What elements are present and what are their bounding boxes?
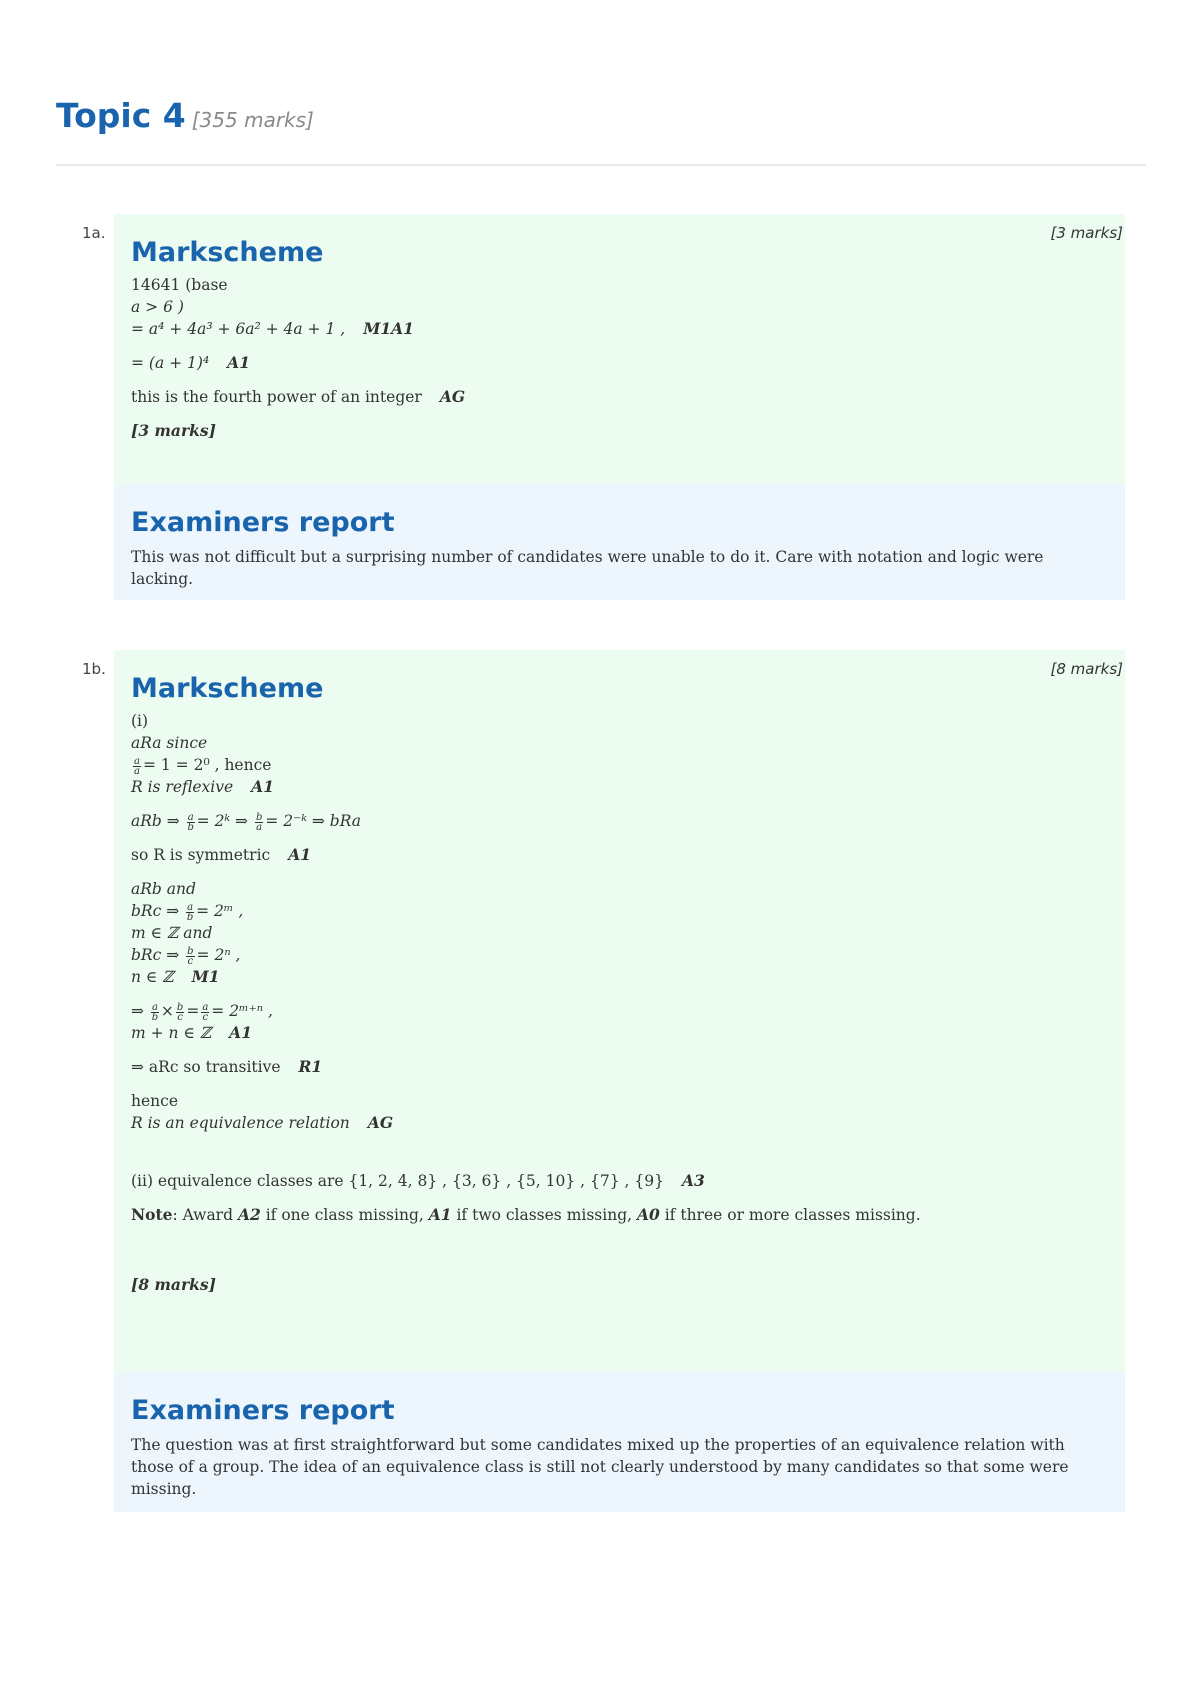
fraction: $\frac{a}{b}$: [151, 1001, 159, 1023]
fraction: $\frac{a}{a}$: [134, 755, 140, 777]
ms-line: = a⁴ + 4a³ + 6a² + 4a + 1 , M1A1: [131, 319, 414, 338]
fraction: $\frac{a}{b}$: [186, 901, 194, 923]
ms-line: aRb ⇒ $\frac{a}{b}$ = 2ᵏ ⇒ $\frac{b}{a}$ = 2⁻ᵏ ⇒ bRa: [131, 811, 361, 833]
examiners-report-heading: Examiners report: [131, 507, 395, 538]
page-title: [56, 96, 314, 135]
ms-line: R is an equivalence relation AG: [131, 1113, 394, 1132]
ms-end-marks: [8 marks]: [131, 1275, 216, 1294]
mark-code: AG: [367, 1113, 394, 1132]
ms-end-marks: [3 marks]: [131, 421, 216, 440]
ms-line: $\frac{a}{a}$ = 1 = 2⁰ , hence: [134, 755, 272, 777]
mark-code: A3: [681, 1171, 705, 1190]
ms-note: Note: Award A2 if one class missing, A1 if two classes missing, A0 if three or more classes missing.: [131, 1205, 921, 1224]
ms-line: m ∈ ℤ and: [131, 924, 213, 942]
fraction: $\frac{a}{c}$: [202, 1001, 209, 1023]
question-marks-1b: [8 marks]: [1050, 660, 1123, 678]
ms-line: bRc ⇒ $\frac{b}{c}$ = 2ⁿ ,: [131, 945, 241, 967]
mark-code: M1: [191, 967, 220, 986]
ms-line: hence: [131, 1092, 178, 1110]
mark-code: AG: [439, 387, 466, 406]
ms-line: R is reflexive A1: [131, 777, 274, 796]
mark-code: R1: [298, 1057, 323, 1076]
question-marks-1a: [3 marks]: [1050, 224, 1123, 242]
markscheme-1a: [114, 214, 1125, 484]
ms-line: ⇒ $\frac{a}{b}$ × $\frac{b}{c}$ = $\frac{a}{c}$ = 2ᵐ⁺ⁿ ,: [131, 1001, 273, 1023]
examiners-report-heading: Examiners report: [131, 1395, 395, 1426]
title-text: Topic 4: [56, 96, 186, 135]
ms-line: bRc ⇒ $\frac{a}{b}$ = 2ᵐ ,: [131, 901, 244, 923]
question-number-1b: 1b.: [82, 660, 106, 678]
markscheme-1b: [114, 650, 1125, 1372]
fraction: $\frac{b}{a}$: [255, 811, 263, 833]
ms-line: ⇒ aRc so transitive R1: [131, 1057, 323, 1076]
ms-line: m + n ∈ ℤ A1: [131, 1023, 252, 1042]
mark-code: A1: [227, 353, 250, 372]
ms-line: n ∈ ℤ M1: [131, 967, 220, 986]
ms-line: aRb and: [131, 880, 196, 898]
mark-code: A1: [288, 845, 312, 864]
mark-code: A1: [229, 1023, 252, 1042]
ms-line: = (a + 1)⁴ A1: [131, 353, 250, 372]
question-number-1a: 1a.: [82, 224, 106, 242]
ms-line: (ii) equivalence classes are {1, 2, 4, 8} , {3, 6} , {5, 10} , {7} , {9} A3: [131, 1171, 705, 1190]
fraction: $\frac{b}{c}$: [176, 1001, 184, 1023]
mark-code: A1: [251, 777, 274, 796]
fraction: $\frac{b}{c}$: [187, 945, 194, 967]
examiners-report-1b: [114, 1372, 1125, 1512]
er-text: This was not difficult but a surprising number of candidates were unable to do it. Care with notation and logic were lacking.: [131, 548, 1044, 588]
markscheme-heading: Markscheme: [131, 237, 324, 268]
ms-line: so R is symmetric A1: [131, 845, 312, 864]
ms-line: aRa since: [131, 734, 208, 752]
examiners-report-1a: [114, 484, 1125, 600]
title-divider: [56, 164, 1146, 166]
fraction: $\frac{a}{b}$: [187, 811, 194, 833]
markscheme-heading: Markscheme: [131, 673, 324, 704]
ms-line: a > 6 ): [131, 298, 184, 316]
er-text: The question was at first straightforward but some candidates mixed up the properties of an equivalence relation with those of a group. The idea of an equivalence class is still not clearly understood by many candidates so that some were missing.: [131, 1436, 1069, 1498]
ms-line: this is the fourth power of an integer AG: [131, 387, 466, 406]
total-marks: [355 marks]: [191, 108, 314, 132]
ms-line: (i): [131, 712, 149, 730]
mark-code: M1A1: [363, 319, 414, 338]
ms-line: 14641 (base: [131, 276, 228, 294]
